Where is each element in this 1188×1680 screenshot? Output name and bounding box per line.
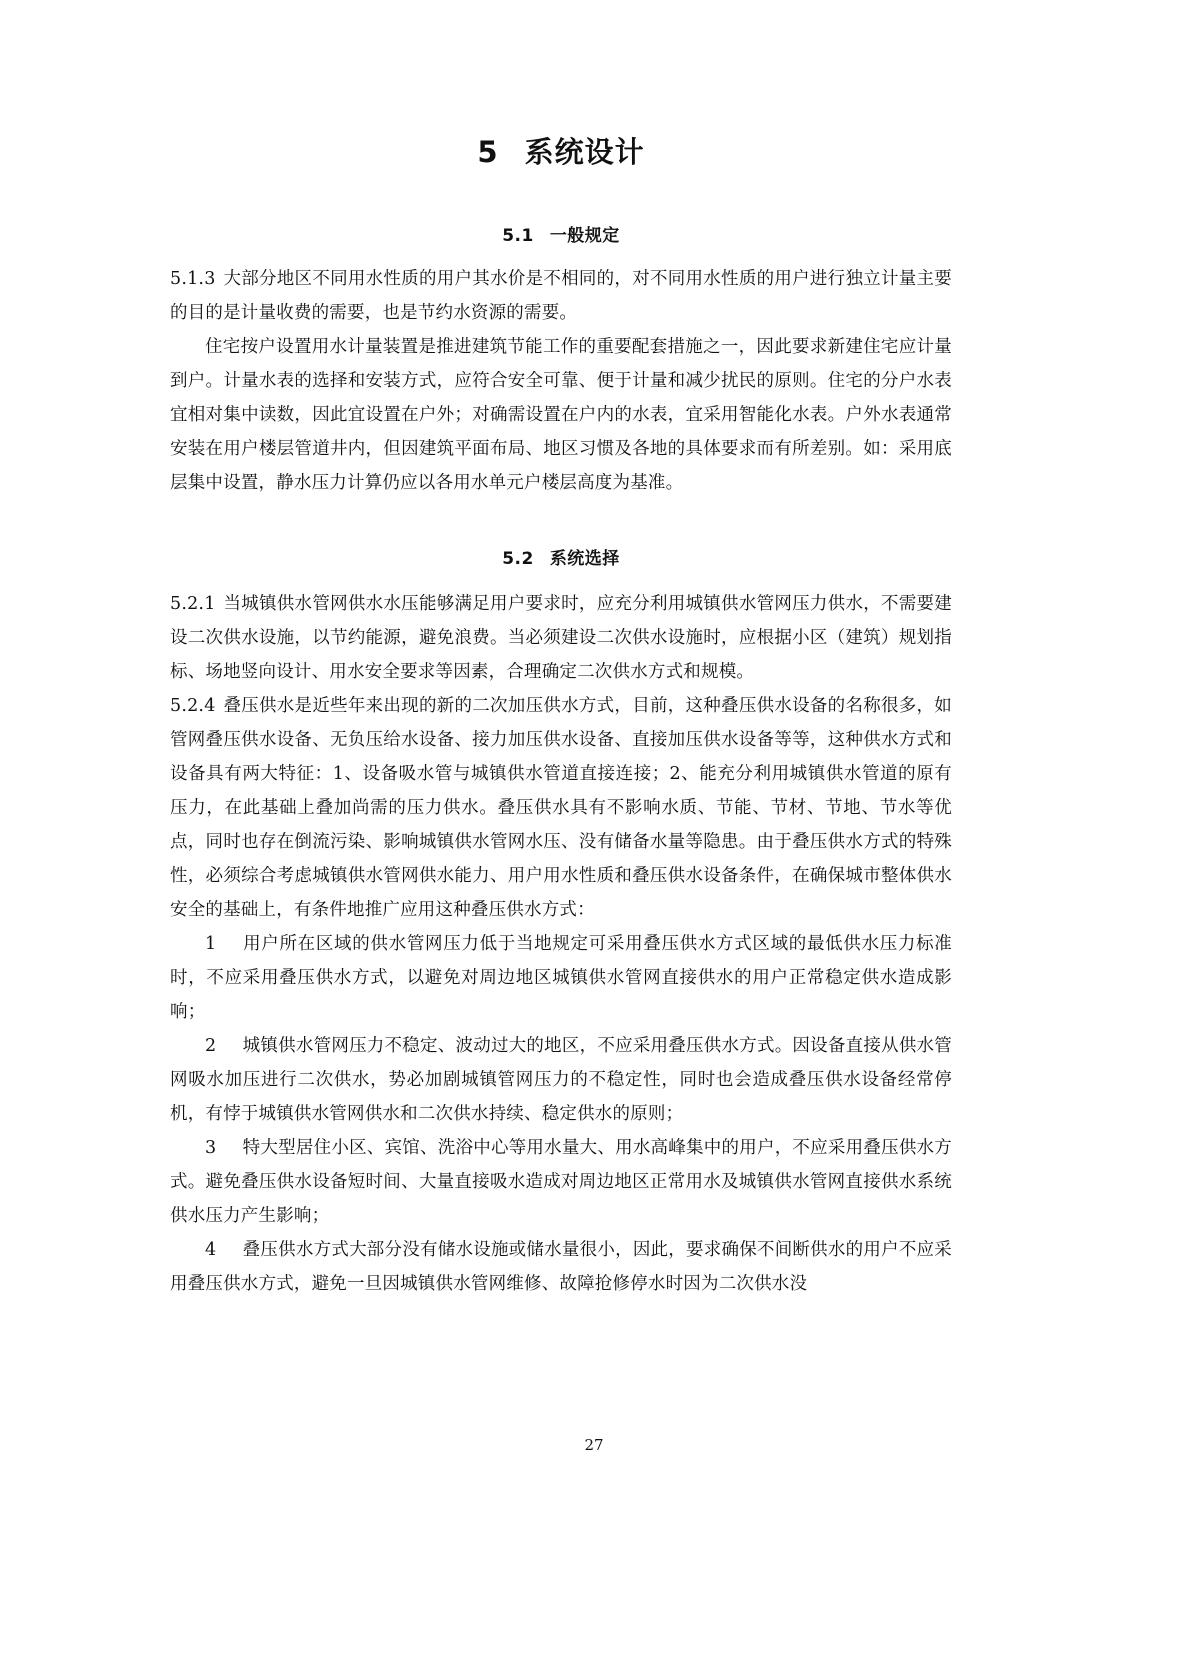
list-item-label: 1	[205, 934, 217, 954]
paragraph-label: 5.2.1	[170, 594, 216, 614]
spacer	[170, 500, 952, 544]
paragraph-text: 当城镇供水管网供水水压能够满足用户要求时，应充分利用城镇供水管网压力供水，不需要建设二次供水设施，以节约能源，避免浪费。当必须建设二次供水设施时，应根据小区（建筑）规划指标、场地竖向设计、用水安全要求等因素，合理确定二次供水方式和规模。	[170, 594, 952, 682]
paragraph-5-2-4	[170, 689, 952, 927]
section-heading-5-1	[170, 221, 952, 246]
page-content	[170, 130, 952, 1301]
section-heading-5-2	[170, 544, 952, 569]
list-item-text: 特大型居住小区、宾馆、洗浴中心等用水量大、用水高峰集中的用户，不应采用叠压供水方式。避免叠压供水设备短时间、大量直接吸水造成对周边地区正常用水及城镇供水管网直接供水系统供水压力产生影响；	[170, 1138, 952, 1226]
list-item-label: 4	[205, 1240, 217, 1260]
spacer	[170, 171, 952, 221]
list-item-text: 城镇供水管网压力不稳定、波动过大的地区，不应采用叠压供水方式。因设备直接从供水管网吸水加压进行二次供水，势必加剧城镇管网压力的不稳定性，同时也会造成叠压供水设备经常停机，有悖于城镇供水管网供水和二次供水持续、稳定供水的原则；	[170, 1036, 952, 1124]
list-item-text: 叠压供水方式大部分没有储水设施或储水量很小，因此，要求确保不间断供水的用户不应采用叠压供水方式，避免一旦因城镇供水管网维修、故障抢修停水时因为二次供水没	[170, 1240, 952, 1294]
paragraph-5-1-3-continued	[170, 330, 952, 500]
paragraph-label: 5.2.4	[170, 696, 216, 716]
list-item	[170, 1233, 952, 1301]
paragraph-text: 叠压供水是近些年来出现的新的二次加压供水方式，目前，这种叠压供水设备的名称很多，如管网叠压供水设备、无负压给水设备、接力加压供水设备、直接加压供水设备等等，这种供水方式和设备具有两大特征：1、设备吸水管与城镇供水管道直接连接；2、能充分利用城镇供水管道的原有压力，在此基础上叠加尚需的压力供水。叠压供水具有不影响水质、节能、节材、节地、节水等优点，同时也存在倒流污染、影响城镇供水管网水压、没有储备水量等隐患。由于叠压供水方式的特殊性，必须综合考虑城镇供水管网供水能力、用户用水性质和叠压供水设备条件，在确保城市整体供水安全的基础上，有条件地推广应用这种叠压供水方式：	[170, 696, 952, 920]
list-item-label: 2	[205, 1036, 217, 1056]
page-number: 27	[584, 1436, 604, 1454]
chapter-number: 5	[477, 135, 499, 169]
section-number: 5.1	[502, 226, 534, 246]
section-number: 5.2	[502, 549, 534, 569]
paragraph-text: 住宅按户设置用水计量装置是推进建筑节能工作的重要配套措施之一，因此要求新建住宅应计量到户。计量水表的选择和安装方式，应符合安全可靠、便于计量和减少扰民的原则。住宅的分户水表宜相对集中读数，因此宜设置在户外；对确需设置在户内的水表，宜采用智能化水表。户外水表通常安装在用户楼层管道井内，但因建筑平面布局、地区习惯及各地的具体要求而有所差别。如：采用底层集中设置，静水压力计算仍应以各用水单元户楼层高度为基准。	[170, 337, 952, 493]
spacer	[170, 569, 952, 587]
paragraph-text: 大部分地区不同用水性质的用户其水价是不相同的，对不同用水性质的用户进行独立计量主要的目的是计量收费的需要，也是节约水资源的需要。	[170, 269, 952, 323]
list-item	[170, 1131, 952, 1233]
paragraph-5-2-1	[170, 587, 952, 689]
paragraph-5-1-3	[170, 262, 952, 330]
list-item	[170, 1029, 952, 1131]
section-title-text: 系统选择	[549, 549, 620, 569]
list-item-label: 3	[205, 1138, 217, 1158]
chapter-title: 系统设计	[524, 135, 645, 169]
list-item-text: 用户所在区域的供水管网压力低于当地规定可采用叠压供水方式区域的最低供水压力标准时，不应采用叠压供水方式，以避免对周边地区城镇供水管网直接供水的用户正常稳定供水造成影响；	[170, 934, 952, 1022]
list-item	[170, 927, 952, 1029]
paragraph-label: 5.1.3	[170, 269, 216, 289]
page-title	[170, 130, 952, 171]
section-title-text: 一般规定	[549, 226, 620, 246]
spacer	[170, 246, 952, 262]
